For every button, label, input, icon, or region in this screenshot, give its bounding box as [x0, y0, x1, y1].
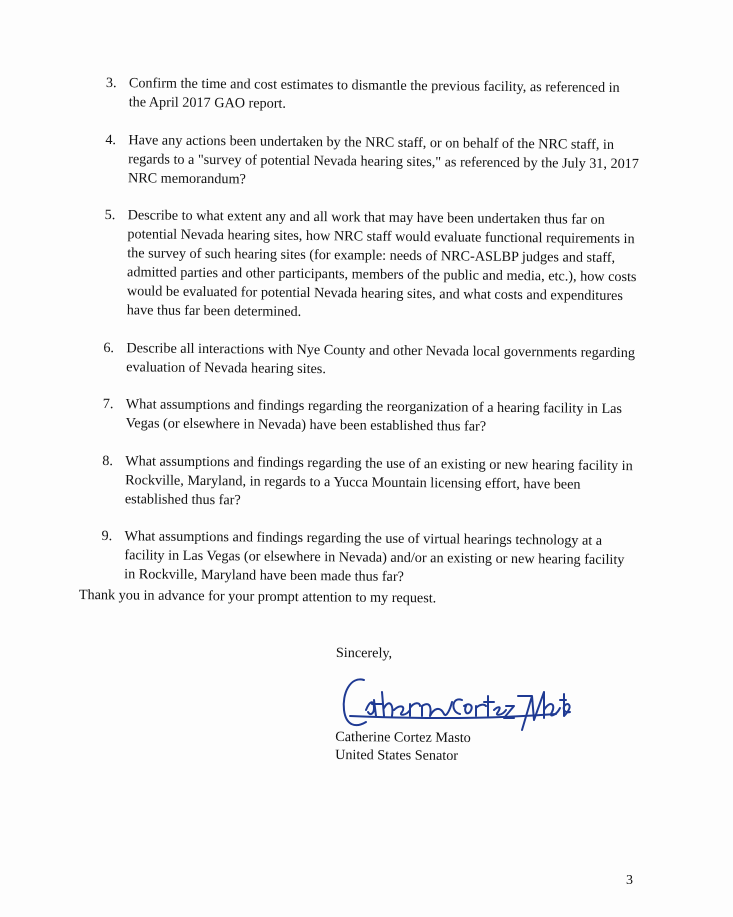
- list-item: [98, 206, 639, 325]
- signature-stroke: [344, 679, 366, 725]
- item-number: 8.: [102, 452, 114, 469]
- item-number: 7.: [102, 396, 114, 413]
- signature-stroke: [453, 696, 514, 718]
- signature-stroke: [366, 692, 452, 716]
- list-item: [96, 451, 637, 513]
- item-text: Have any actions been undertaken by the NRC staff, or on behalf of the NRC staff, in regards to a "survey of potential Nevada hearing sites," as referenced by the July 31, 2017 NRC memorandum?: [127, 131, 639, 187]
- handwritten-signature: [336, 670, 576, 750]
- signer-name: Catherine Cortez Masto: [335, 728, 471, 747]
- page-number: 3: [626, 873, 633, 888]
- list-item: [97, 338, 637, 381]
- question-list: [95, 74, 640, 608]
- signature-stroke: [518, 692, 570, 730]
- item-text: What assumptions and findings regarding the use of virtual hearings technology at a facility in Las Vegas (or elsewhere in Nevada) and/or an existing or new hearing facility in Rockville, Maryland have been made thus far?: [124, 528, 625, 585]
- item-text: What assumptions and findings regarding the reorganization of a hearing facility in Las Vegas (or elsewhere in Nevada) have been established thus far?: [125, 396, 623, 435]
- item-number: 9.: [101, 528, 113, 545]
- signer-title: United States Senator: [335, 746, 459, 764]
- item-number: 3.: [105, 75, 117, 92]
- item-number: 6.: [103, 339, 115, 356]
- list-item: [95, 527, 636, 589]
- list-item: [99, 130, 640, 192]
- item-text: Confirm the time and cost estimates to dismantle the previous facility, as referenced in the April 2017 GAO report.: [128, 75, 620, 112]
- item-number: 5.: [104, 207, 116, 224]
- item-number: 4.: [105, 131, 117, 148]
- closing-sentence: Thank you in advance for your prompt attention to my request.: [78, 586, 437, 607]
- list-item: [100, 74, 640, 117]
- item-text: What assumptions and findings regarding the use of an existing or new hearing facility in Rockville, Maryland, in regards to a Yucca Mountain licensing effort, have been established thus far?: [124, 452, 633, 508]
- item-text: Describe to what extent any and all work that may have been undertaken thus far on potential Nevada hearing sites, how NRC staff would evaluate functional requirements in the survey of such hearing sites (for example: needs of NRC-ASLBP judges and staff, admitted parties and other participants, members of the public and media, etc.), how costs would be evaluated for potential Nevada hearing sites, and what costs and expenditures have thus far been determined.: [126, 207, 637, 320]
- list-item: [97, 395, 637, 438]
- salutation: Sincerely,: [335, 644, 393, 662]
- item-text: Describe all interactions with Nye County and other Nevada local governments regarding evaluation of Nevada hearing sites.: [126, 339, 636, 377]
- signature-block: [335, 644, 596, 764]
